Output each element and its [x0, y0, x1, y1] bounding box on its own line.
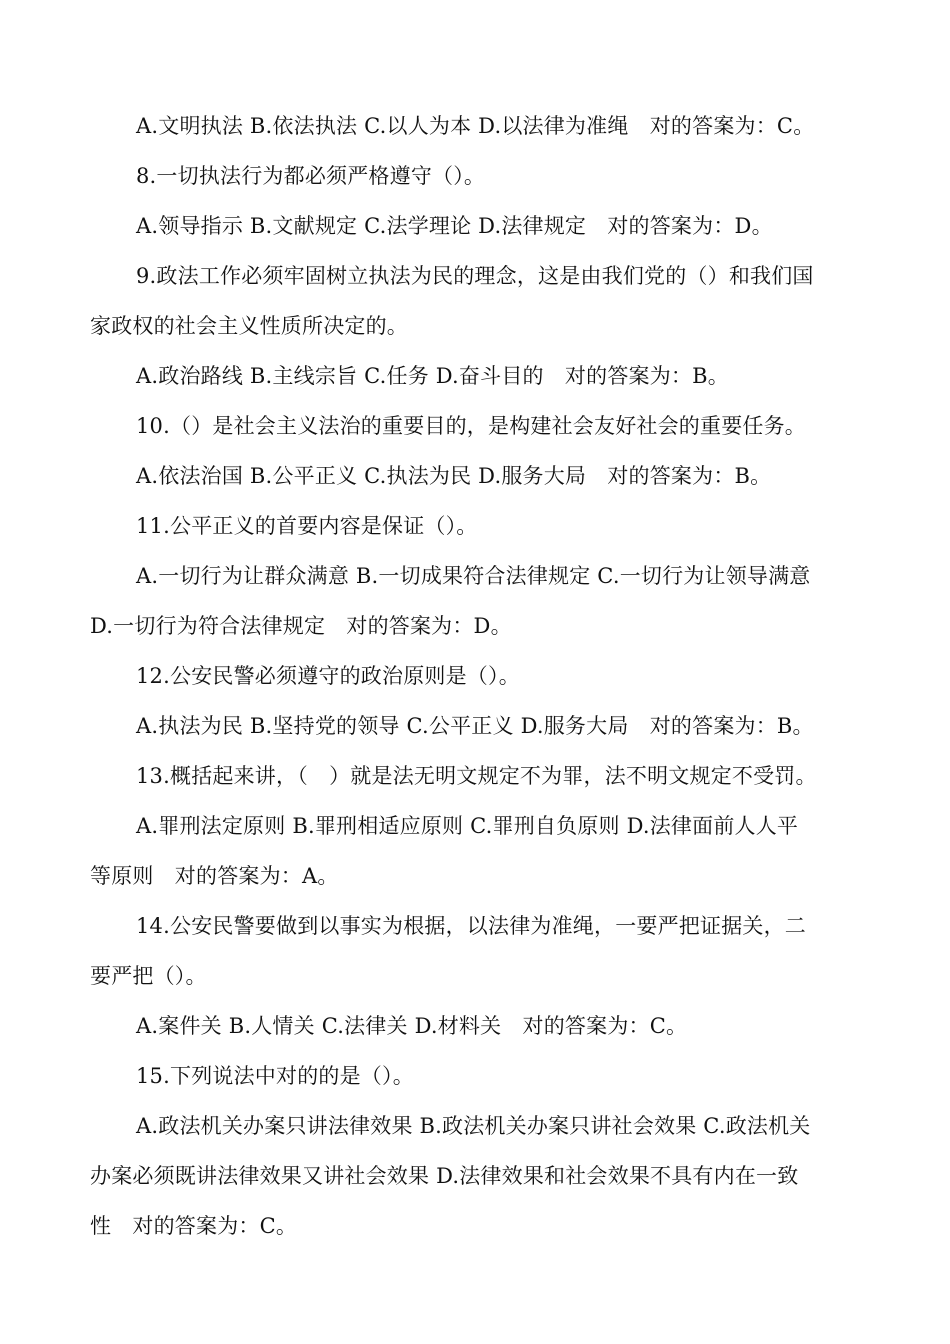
- question-12: 12.公安民警必须遵守的政治原则是（）。: [136, 664, 520, 688]
- question-13: 13.概括起来讲，（ ）就是法无明文规定不为罪，法不明文规定不受罚。: [136, 764, 817, 788]
- answer-line-q14: A.案件关 B.人情关 C.法律关 D.材料关 对的答案为：C。: [136, 1014, 688, 1038]
- question-8: 8.一切执法行为都必须严格遵守（）。: [136, 164, 486, 188]
- question-15: 15.下列说法中对的的是（）。: [136, 1064, 414, 1088]
- answer-line-q15-part-3: 性 对的答案为：C。: [90, 1214, 298, 1238]
- answer-line-q10: A.依法治国 B.公平正义 C.执法为民 D.服务大局 对的答案为：B。: [136, 464, 772, 488]
- answer-line-q11-part-2: D.一切行为符合法律规定 对的答案为：D。: [90, 614, 512, 638]
- answer-line-q13-part-2: 等原则 对的答案为：A。: [90, 864, 339, 888]
- answer-line-q13-part-1: A.罪刑法定原则 B.罪刑相适应原则 C.罪刑自负原则 D.法律面前人人平: [136, 814, 799, 838]
- answer-line-q12: A.执法为民 B.坚持党的领导 C.公平正义 D.服务大局 对的答案为：B。: [136, 714, 814, 738]
- question-11: 11.公平正义的首要内容是保证（）。: [136, 514, 478, 538]
- question-9-line-2: 家政权的社会主义性质所决定的。: [90, 314, 408, 338]
- answer-line-q15-part-2: 办案必须既讲法律效果又讲社会效果 D.法律效果和社会效果不具有内在一致: [90, 1164, 799, 1188]
- answer-line-q8: A.领导指示 B.文献规定 C.法学理论 D.法律规定 对的答案为：D。: [136, 214, 773, 238]
- question-14-line-2: 要严把（）。: [90, 964, 207, 988]
- answer-line-q9: A.政治路线 B.主线宗旨 C.任务 D.奋斗目的 对的答案为：B。: [136, 364, 729, 388]
- answer-line-q15-part-1: A.政法机关办案只讲法律效果 B.政法机关办案只讲社会效果 C.政法机关: [136, 1114, 811, 1138]
- question-9-line-1: 9.政法工作必须牢固树立执法为民的理念，这是由我们党的（）和我们国: [136, 264, 814, 288]
- question-14-line-1: 14.公安民警要做到以事实为根据，以法律为准绳，一要严把证据关，二: [136, 914, 806, 938]
- answer-line-q11-part-1: A.一切行为让群众满意 B.一切成果符合法律规定 C.一切行为让领导满意: [136, 564, 811, 588]
- answer-line-q7: A.文明执法 B.依法执法 C.以人为本 D.以法律为准绳 对的答案为：C。: [136, 114, 815, 138]
- question-10: 10.（）是社会主义法治的重要目的，是构建社会友好社会的重要任务。: [136, 414, 806, 438]
